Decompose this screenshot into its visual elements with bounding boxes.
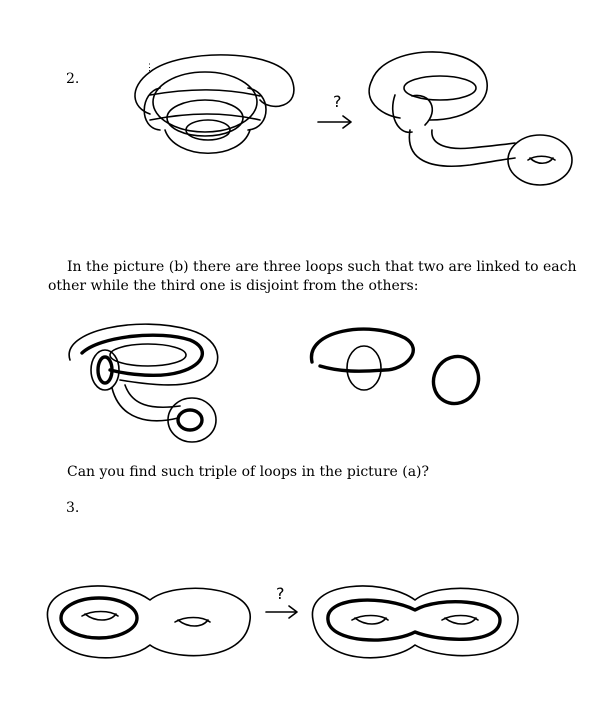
paragraph-line-1: In the picture (b) there are three loops such that two are linked to each <box>67 259 577 275</box>
problem-3-number: 3. <box>66 500 80 516</box>
problem-2-number: 2. <box>66 71 80 87</box>
dot-mark: ⋮ <box>145 63 154 73</box>
problem-3-arrow-label: ? <box>276 584 285 603</box>
paragraph-line-2: other while the third one is disjoint from the others: <box>48 278 419 294</box>
question-text: Can you find such triple of loops in the picture (a)? <box>67 464 430 480</box>
problem-2-arrow-label: ? <box>333 92 342 111</box>
